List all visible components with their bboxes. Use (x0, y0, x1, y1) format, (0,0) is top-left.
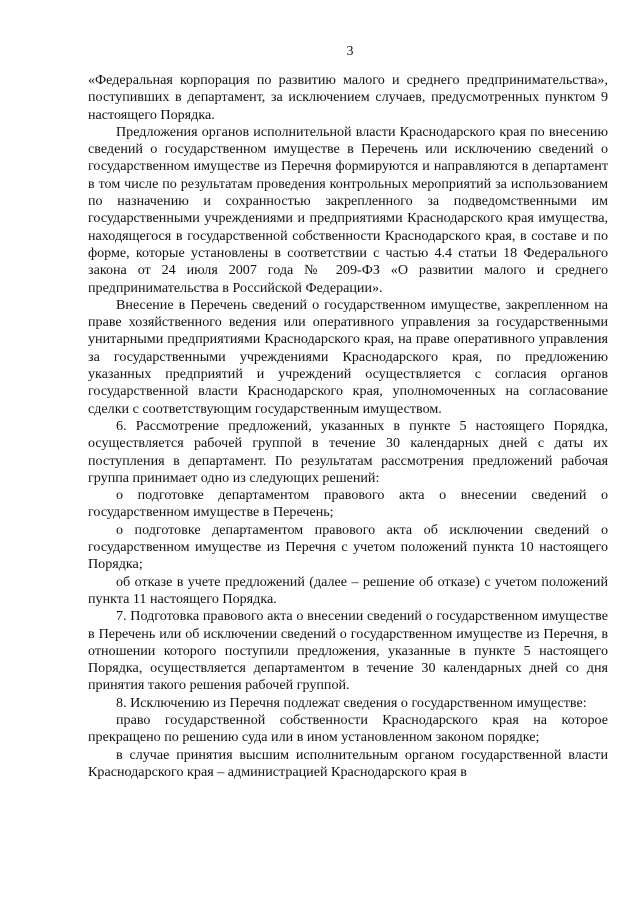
paragraph: в случае принятия высшим исполнительным органом государственной власти Краснодарского края – администрацией Краснодарского края в (88, 746, 608, 780)
paragraph: Предложения органов исполнительной власти Краснодарского края по внесению сведений о государственном имуществе в Перечень или исключению сведений о государственном имуществе из Перечня формируются и направляются в департамент в том числе по результатам проведения контрольных мероприятий за использованием по назначению и сохранностью закрепленного за подведомственными им государственными учреждениями и предприятиями Краснодарского края имущества, находящегося в государственной собственности Краснодарского края, в составе и по форме, которые установлены в соответствии с частью 4.4 статьи 18 Федерального закона от 24 июля 2007 года № 209-ФЗ «О развитии малого и среднего предпринимательства в Российской Федерации». (88, 123, 608, 296)
paragraph: 8. Исключению из Перечня подлежат сведения о государственном имуществе: (116, 694, 587, 711)
paragraph: 6. Рассмотрение предложений, указанных в пункте 5 настоящего Порядка, осуществляется рабочей группой в течение 30 календарных дней с даты их поступления в департамент. По результатам рассмотрения предложений рабочая группа принимает одно из следующих решений: (88, 417, 608, 486)
page-number: 3 (346, 44, 354, 59)
paragraph: Внесение в Перечень сведений о государственном имуществе, закрепленном на праве хозяйственного ведения или оперативного управления за государственными унитарными предприятиями Краснодарского края, на праве оперативного управления за государственными учреждениями Краснодарского края, по предложению указанных предприятий и учреждений осуществляется с согласия органов государственной власти Краснодарского края, уполномоченных на согласование сделки с соответствующим государственным имуществом. (88, 296, 608, 417)
paragraph: «Федеральная корпорация по развитию малого и среднего предпринимательства», поступивших в департамент, за исключением случаев, предусмотренных пунктом 9 настоящего Порядка. (88, 72, 608, 123)
paragraph: о подготовке департаментом правового акта об исключении сведений о государственном имуществе из Перечня с учетом положений пункта 10 настоящего Порядка; (88, 521, 608, 573)
paragraph: о подготовке департаментом правового акта о внесении сведений о государственном имуществе в Перечень; (88, 487, 608, 521)
paragraph: право государственной собственности Краснодарского края на которое прекращено по решению суда или в ином установленном законом порядке; (88, 711, 608, 746)
paragraph: 7. Подготовка правового акта о внесении сведений о государственном имуществе в Перечень или об исключении сведений о государственном имуществе из Перечня, в отношении которого поступили предложения, указанные в пункте 5 настоящего Порядка, осуществляется департаментом в течение 30 календарных дней со дня принятия такого решения рабочей группой. (88, 608, 608, 694)
paragraph: об отказе в учете предложений (далее – решение об отказе) с учетом положений пункта 11 настоящего Порядка. (88, 573, 608, 607)
